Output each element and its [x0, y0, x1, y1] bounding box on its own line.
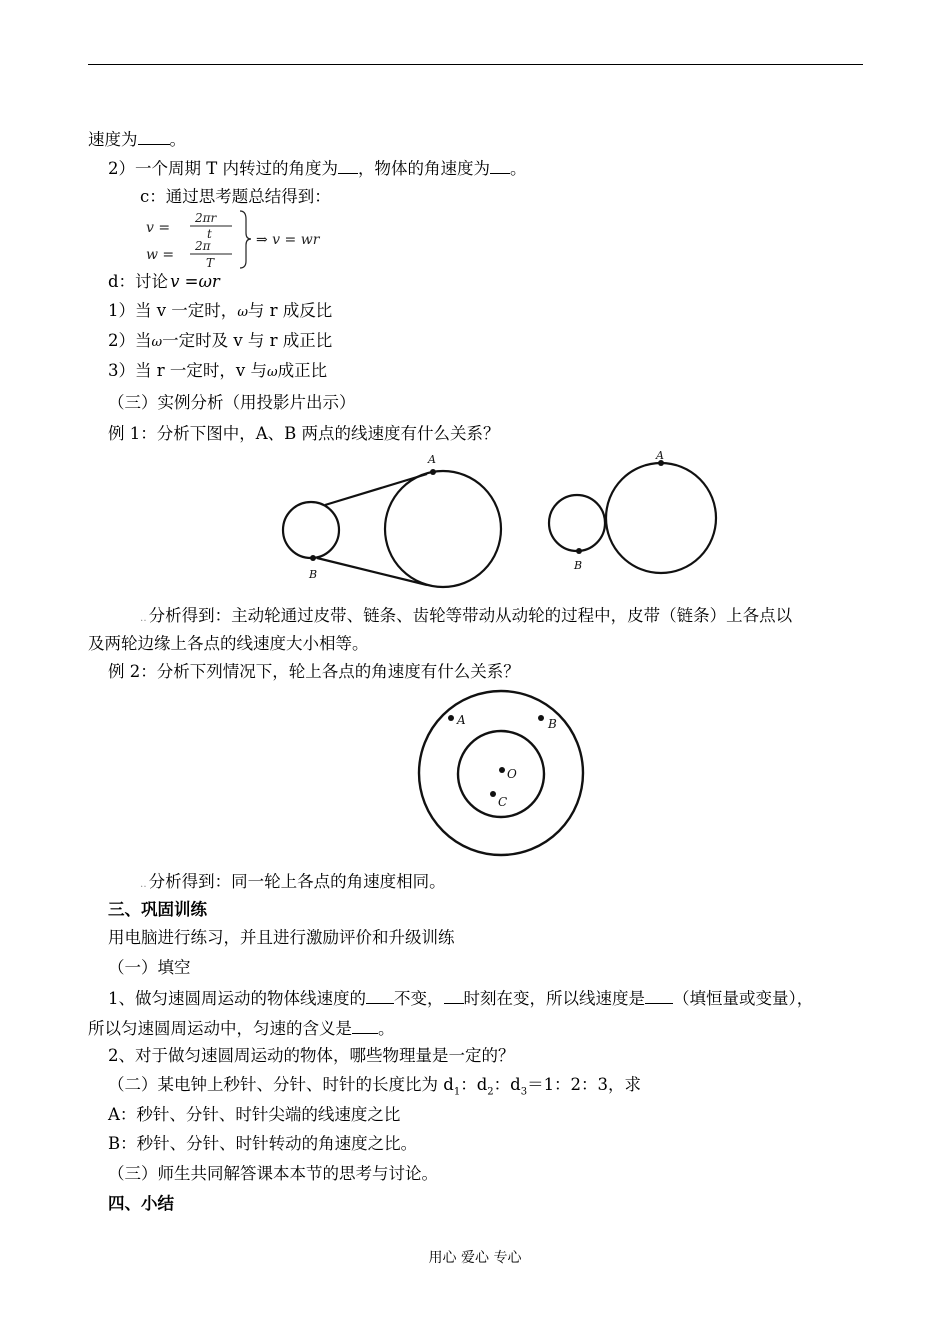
concentric-wheel-figure: [412, 684, 592, 860]
text-line: ‥ 分析得到：同一轮上各点的角速度相同。: [140, 872, 446, 891]
text-line: 2）当ω一定时及 v 与 r 成正比: [108, 331, 333, 350]
text-line: 1）当 v 一定时，ω与 r 成反比: [108, 301, 333, 320]
text-line: 例 1：分析下图中，A、B 两点的线速度有什么关系？: [108, 424, 500, 443]
formula-w-num: 2π: [195, 239, 211, 253]
label-c: C: [498, 795, 508, 809]
small-gear-wheel: [549, 495, 605, 551]
page-footer: 用心 爱心 专心: [428, 1250, 522, 1266]
belt-pulley-figure: [277, 447, 723, 593]
text-line: （一）填空: [108, 958, 191, 977]
fill-blank: [138, 127, 170, 145]
label-a: A: [656, 449, 664, 462]
text-line: （二）某电钟上秒针、分针、时针的长度比为 $d_1$：$d_2$：$d_3=1$：2：3，求: [108, 1075, 642, 1098]
fill-blank: [338, 156, 358, 174]
text-line: 及两轮边缘上各点的线速度大小相等。: [88, 634, 369, 653]
fill-blank: [366, 986, 394, 1004]
point-b-marker: [310, 555, 316, 561]
small-wheel: [283, 502, 339, 558]
formula-v-num: 2πr: [195, 211, 217, 225]
text-line: B：秒针、分针、时针转动的角速度之比。: [108, 1134, 418, 1153]
text-line: 2、对于做匀速圆周运动的物体，哪些物理量是一定的？: [108, 1046, 515, 1065]
section-heading: 四、小结: [108, 1194, 174, 1213]
text-line: ‥ 分析得到：主动轮通过皮带、链条、齿轮等带动从动轮的过程中，皮带（链条）上各点以: [140, 606, 793, 625]
fill-blank: [490, 156, 510, 174]
text-line: 1、做匀速圆周运动的物体线速度的 不变， 时刻在变，所以线速度是 （填恒量或变量），: [108, 986, 813, 1010]
fill-blank: [645, 986, 673, 1004]
belt-lower: [317, 558, 427, 585]
formula-v-lhs: v =: [146, 220, 171, 236]
point-a-marker: [430, 469, 436, 475]
text-line: d：讨论 v =ωr: [108, 272, 220, 291]
formula-result: ⇒ v = wr: [256, 232, 320, 248]
outer-wheel: [419, 691, 583, 855]
point-b-marker: [538, 715, 544, 721]
point-b-marker: [576, 548, 582, 554]
point-o-marker: [499, 767, 505, 773]
label-b: B: [548, 717, 557, 731]
fill-blank: [444, 986, 464, 1004]
large-gear-wheel: [606, 463, 716, 573]
point-a-marker: [448, 715, 454, 721]
text-line: 用电脑进行练习，并且进行激励评价和升级训练: [108, 928, 455, 947]
label-b: B: [574, 559, 583, 572]
fill-blank: [352, 1016, 378, 1034]
point-c-marker: [490, 791, 496, 797]
text-line: c：通过思考题总结得到：: [140, 187, 331, 206]
large-wheel: [385, 471, 501, 587]
label-a: A: [457, 713, 466, 727]
text-line: 所以匀速圆周运动中，匀速的含义是 。: [88, 1016, 395, 1040]
section-heading: 三、巩固训练: [108, 900, 207, 919]
formula-v-den: t: [207, 227, 212, 241]
belt-upper: [325, 474, 427, 505]
text-line: 例 2：分析下列情况下，轮上各点的角速度有什么关系？: [108, 662, 520, 681]
text-line: （三）师生共同解答课本本节的思考与讨论。: [108, 1164, 438, 1183]
header-rule: [88, 64, 863, 65]
text-line: 3）当 r 一定时，v 与ω成正比: [108, 361, 328, 380]
text-line: 速度为 。: [88, 127, 186, 151]
label-b: B: [309, 568, 318, 581]
text-line: （三）实例分析（用投影片出示）: [108, 393, 356, 412]
label-o: O: [507, 767, 517, 781]
formula-image: [140, 205, 370, 271]
text-line: 2）一个周期 T 内转过的角度为 ，物体的角速度为 。: [108, 156, 527, 180]
formula-w-den: T: [206, 256, 215, 270]
text-line: A：秒针、分针、时针尖端的线速度之比: [108, 1105, 401, 1124]
label-a: A: [428, 453, 436, 466]
formula-w-lhs: w =: [146, 247, 175, 263]
